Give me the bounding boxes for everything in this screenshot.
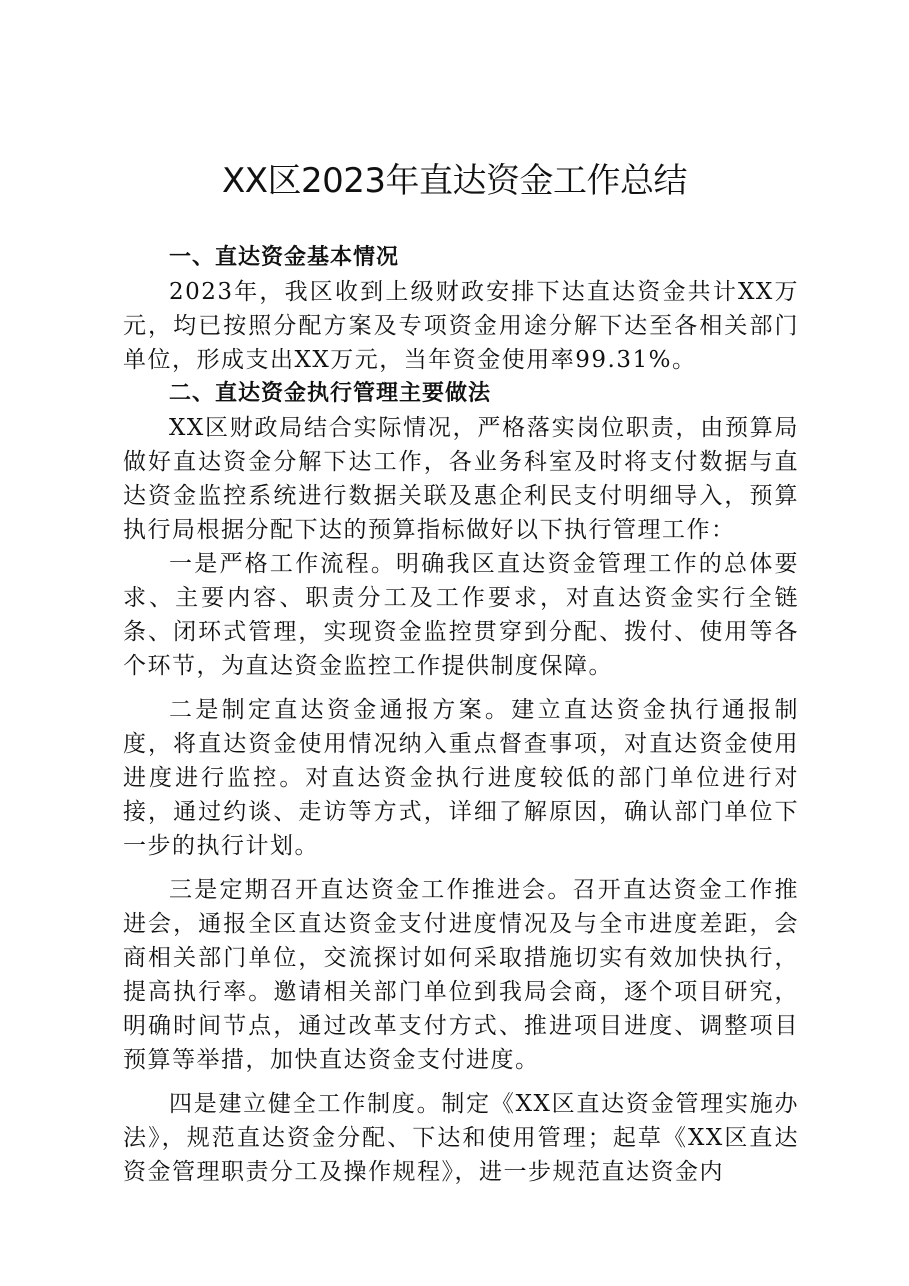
section-heading-basic-situation: 一、直达资金基本情况 <box>169 245 400 270</box>
paragraph-item-2: 二是制定直达资金通报方案。建立直达资金执行通报制度，将直达资金使用情况纳入重点督查事项，对直达资金使用进度进行监控。对直达资金执行进度较低的部门单位进行对接，通过约谈、走访等方式，详细了解原因，确认部门单位下一步的执行计划。 <box>123 697 799 859</box>
paragraph-item-1: 一是严格工作流程。明确我区直达资金管理工作的总体要求、主要内容、职责分工及工作要求，对直达资金实行全链条、闭环式管理，实现资金监控贯穿到分配、拨付、使用等各个环节，为直达资金监控工作提供制度保障。 <box>123 551 799 679</box>
paragraph-item-3: 三是定期召开直达资金工作推进会。召开直达资金工作推进会，通报全区直达资金支付进度情况及与全市进度差距，会商相关部门单位，交流探讨如何采取措施切实有效加快执行，提高执行率。邀请相关部门单位到我局会商，逐个项目研究，明确时间节点，通过改革支付方式、推进项目进度、调整项目预算等举措，加快直达资金支付进度。 <box>123 877 799 1073</box>
paragraph-basic-situation: 2023年，我区收到上级财政安排下达直达资金共计XX万元，均已按照分配方案及专项资金用途分解下达至各相关部门单位，形成支出XX万元，当年资金使用率99.31%。 <box>123 279 799 373</box>
document-body <box>123 241 799 1189</box>
paragraph-item-4: 四是建立健全工作制度。制定《XX区直达资金管理实施办法》，规范直达资金分配、下达和使用管理；起草《XX区直达资金管理职责分工及操作规程》，进一步规范直达资金内 <box>123 1091 799 1185</box>
section-heading-main-practices: 二、直达资金执行管理主要做法 <box>169 381 492 406</box>
document-title: XX区2023年直达资金工作总结 <box>221 161 688 201</box>
paragraph-practices-intro: XX区财政局结合实际情况，严格落实岗位职责，由预算局做好直达资金分解下达工作，各业务科室及时将支付数据与直达资金监控系统进行数据关联及惠企利民支付明细导入，预算执行局根据分配下达的预算指标做好以下执行管理工作： <box>123 415 799 543</box>
